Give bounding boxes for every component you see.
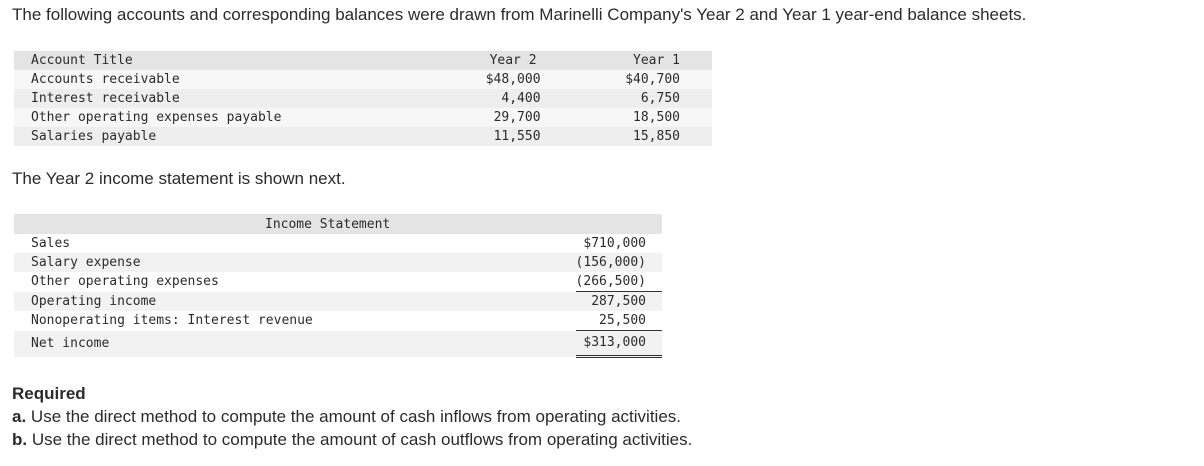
header-account-title: Account Title — [14, 51, 453, 70]
income-intro-text: The Year 2 income statement is shown next. — [12, 169, 346, 188]
year-1-value: 6,750 — [541, 89, 712, 108]
line-value: $313,000 — [576, 331, 662, 357]
year-1-value: 15,850 — [541, 127, 712, 146]
table-row — [14, 234, 662, 253]
line-value: 287,500 — [576, 292, 662, 312]
balance-sheet-table — [14, 51, 712, 146]
table-row — [14, 311, 662, 331]
line-value: (266,500) — [576, 272, 662, 292]
required-item-a — [12, 405, 692, 428]
income-statement-table — [14, 214, 662, 358]
header-blank — [576, 214, 662, 234]
year-1-value: $40,700 — [541, 70, 712, 89]
item-b-label: b. — [12, 430, 28, 449]
table-row — [14, 272, 662, 292]
table-row — [14, 70, 712, 89]
table-header-row — [14, 51, 712, 70]
line-label: Salary expense — [14, 253, 576, 272]
year-2-value: 11,550 — [453, 127, 541, 146]
line-label: Other operating expenses — [31, 274, 219, 290]
table-row — [14, 127, 712, 146]
income-statement-title: Income Statement — [14, 214, 576, 234]
table-row — [14, 253, 662, 272]
line-label: Net income — [14, 331, 576, 357]
line-value: 25,500 — [576, 311, 662, 331]
item-a-label: a. — [12, 407, 27, 426]
account-title: Interest receivable — [14, 89, 453, 108]
income-statement-header — [14, 214, 662, 234]
intro-text: The following accounts and corresponding balances were drawn from Marinelli Company's Year 2 and Year 1 year-end balance sheets. — [12, 5, 1027, 24]
year-2-value: 4,400 — [453, 89, 541, 108]
table-row — [14, 108, 712, 127]
line-label: Nonoperating items: Interest revenue — [31, 313, 313, 329]
item-a-text: Use the direct method to compute the amount of cash inflows from operating activities. — [26, 407, 682, 426]
header-year-1: Year 1 — [541, 51, 712, 70]
line-label: Operating income — [14, 292, 576, 312]
account-title: Other operating expenses payable — [14, 108, 453, 127]
line-label: Sales — [31, 236, 71, 251]
account-title: Accounts receivable — [14, 70, 453, 89]
line-value: $710,000 — [583, 236, 646, 251]
year-1-value: 18,500 — [541, 108, 712, 127]
account-title: Salaries payable — [14, 127, 453, 146]
table-row — [14, 292, 662, 312]
table-row — [14, 89, 712, 108]
year-2-value: $48,000 — [453, 70, 541, 89]
year-2-value: 29,700 — [453, 108, 541, 127]
required-item-b — [12, 428, 692, 451]
required-section — [12, 382, 692, 451]
item-b-text: Use the direct method to compute the amount of cash outflows from operating activities. — [27, 430, 693, 449]
table-row — [14, 331, 662, 357]
line-value: (156,000) — [576, 253, 662, 272]
header-year-2: Year 2 — [453, 51, 541, 70]
required-heading: Required — [12, 384, 86, 403]
